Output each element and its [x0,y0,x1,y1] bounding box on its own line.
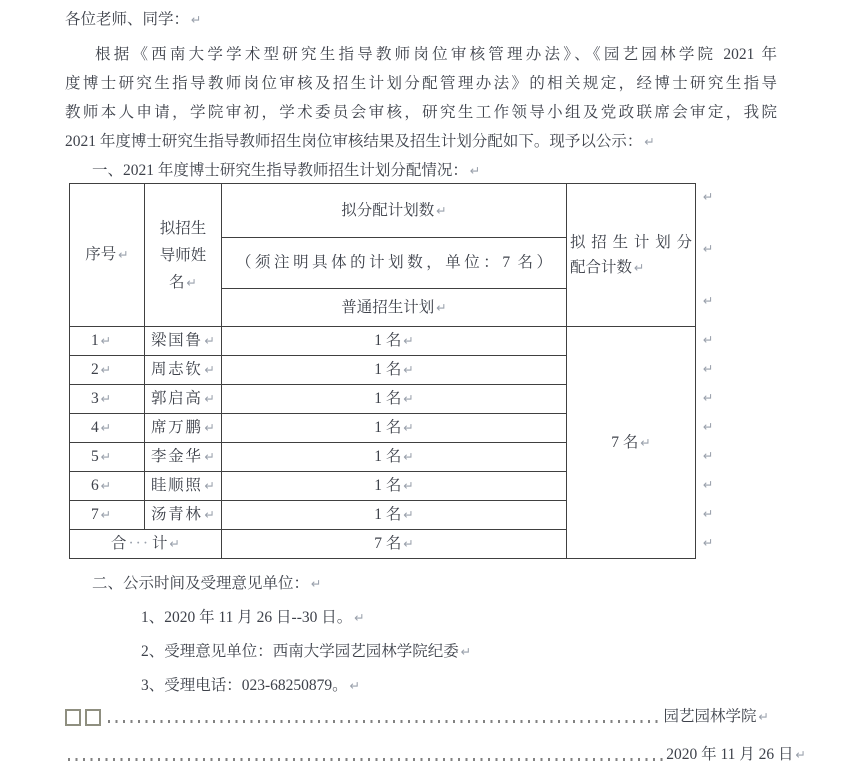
paragraph-mark-icon: ↵ [460,644,472,659]
signature-date: 2020 年 11 月 26 日 [666,746,794,763]
paragraph-mark-icon: ↵ [795,747,806,762]
paragraph-mark-icon: ↵ [118,247,129,262]
paragraph-mark-icon: ↵ [354,610,365,625]
header-cell-supervisor: 拟招生导师姓名 ↵ [145,184,222,327]
paragraph-mark-icon: ↵ [640,434,651,450]
row-plan: 1 名 ↵ [222,443,567,472]
paragraph-mark-icon: ↵ [204,391,215,406]
row-seq: 4 ↵ [70,414,145,443]
paragraph-line: 度博士研究生指导教师岗位审核及招生计划分配管理办法》的相关规定，经博士研究生指导 [65,75,777,92]
section-2-heading: 二、公示时间及受理意见单位： ↵ [92,575,322,592]
row-plan: 1 名 ↵ [222,385,567,414]
row-end-mark-icon: ↵ [703,535,714,550]
row-end-mark-icon: ↵ [703,189,714,204]
paragraph-mark-icon: ↵ [204,333,215,348]
row-end-mark-icon: ↵ [703,241,714,256]
row-end-mark-icon: ↵ [703,361,714,376]
row-plan: 1 名 ↵ [222,501,567,530]
section-1-heading: 一、2021 年度博士研究生指导教师招生计划分配情况： ↵ [92,162,481,179]
row-name: 李金华 ↵ [145,443,222,472]
row-seq: 5 ↵ [70,443,145,472]
row-seq: 1 ↵ [70,327,145,356]
row-name: 汤青林 ↵ [145,501,222,530]
dotted-leader [108,720,661,723]
paragraph-mark-icon: ↵ [403,391,414,406]
paragraph-mark-icon: ↵ [100,333,112,348]
paragraph-mark-icon: ↵ [204,507,215,522]
paragraph-mark-icon: ↵ [349,678,361,693]
list-item: 3、受理电话：023-68250879。 ↵ [141,677,361,694]
tab-box-icon [85,709,101,726]
row-end-mark-icon: ↵ [703,390,714,405]
row-end-mark-icon: ↵ [703,506,714,521]
paragraph-mark-icon: ↵ [469,163,481,178]
row-name: 周志钦 ↵ [145,356,222,385]
paragraph-line: 2021 年度博士研究生指导教师招生岗位审核结果及招生计划分配如下。现予以公示： ↵ [65,133,655,150]
dotted-leader [68,758,663,761]
salutation-text: 各位老师、同学： [65,11,190,28]
paragraph-mark-icon: ↵ [204,420,215,435]
header-cell-plan-sub: 普通招生计划 ↵ [222,289,567,327]
paragraph-mark-icon: ↵ [311,576,322,591]
paragraph-line: 根据《西南大学学术型研究生指导教师岗位审核管理办法》、《园艺园林学院 2021 年 [95,46,777,63]
row-seq: 6 ↵ [70,472,145,501]
row-end-mark-icon: ↵ [703,448,714,463]
header-cell-total: 拟招生计划分 配合计数 ↵ [567,184,696,327]
header-cell-plan-note: （须注明具体的计划数，单位：7 名） [222,238,567,289]
row-plan: 1 名 ↵ [222,356,567,385]
paragraph-mark-icon: ↵ [403,333,414,348]
paragraph-mark-icon: ↵ [403,362,414,377]
total-plan-cell: 7 名 ↵ [222,530,567,559]
row-plan: 1 名 ↵ [222,414,567,443]
paragraph-mark-icon: ↵ [644,134,655,149]
paragraph-mark-icon: ↵ [204,449,215,464]
paragraph-mark-icon: ↵ [100,362,112,377]
salutation [65,10,849,30]
row-end-mark-icon: ↵ [703,419,714,434]
signature-date-line [65,744,806,766]
paragraph-mark-icon: ↵ [204,478,215,493]
row-name: 梁国鲁 ↵ [145,327,222,356]
signature-org-line [65,706,769,728]
allocation-table [69,183,696,559]
paragraph-line: 教师本人申请，学院审初，学术委员会审核，研究生工作领导小组及党政联席会审定，我院 [65,104,777,121]
paragraph-mark-icon: ↵ [403,478,414,493]
row-end-mark-icon: ↵ [703,293,714,308]
paragraph-mark-icon: ↵ [100,391,112,406]
row-name: 眭顺照 ↵ [145,472,222,501]
table-row [70,327,696,356]
tab-box-icon [65,709,81,726]
paragraph-mark-icon: ↵ [634,260,645,275]
row-seq: 3 ↵ [70,385,145,414]
paragraph-mark-icon: ↵ [100,420,112,435]
paragraph-mark-icon: ↵ [169,536,180,551]
intro-paragraph [65,40,777,156]
paragraph-mark-icon: ↵ [100,449,112,464]
row-plan: 1 名 ↵ [222,472,567,501]
row-seq: 7 ↵ [70,501,145,530]
paragraph-mark-icon: ↵ [436,299,447,315]
list-item: 1、2020 年 11 月 26 日--30 日。 ↵ [141,609,365,626]
row-name: 郭启高 ↵ [145,385,222,414]
paragraph-mark-icon: ↵ [100,478,112,493]
row-plan: 1 名 ↵ [222,327,567,356]
paragraph-mark-icon: ↵ [204,362,215,377]
paragraph-mark-icon: ↵ [403,536,414,551]
row-end-mark-icon: ↵ [703,477,714,492]
grand-total-cell: 7 名 ↵ [567,327,696,559]
list-item: 2、受理意见单位：西南大学园艺园林学院纪委 ↵ [141,643,472,660]
row-name: 席万鹏 ↵ [145,414,222,443]
paragraph-mark-icon: ↵ [403,420,414,435]
paragraph-mark-icon: ↵ [436,202,447,218]
table-wrapper [65,183,785,559]
signature-org: 园艺园林学院 [663,708,757,725]
space-dots-icon: ··· [128,535,150,552]
paragraph-mark-icon: ↵ [186,274,197,290]
paragraph-mark-icon: ↵ [191,12,202,27]
header-cell-seq: 序号 ↵ [70,184,145,327]
header-cell-plan-title: 拟分配计划数 ↵ [222,184,567,238]
paragraph-mark-icon: ↵ [758,709,769,724]
row-end-mark-icon: ↵ [703,332,714,347]
paragraph-mark-icon: ↵ [100,507,112,522]
row-seq: 2 ↵ [70,356,145,385]
paragraph-mark-icon: ↵ [403,507,414,522]
total-label-cell: 合 ··· 计 ↵ [70,530,222,559]
paragraph-mark-icon: ↵ [403,449,414,464]
